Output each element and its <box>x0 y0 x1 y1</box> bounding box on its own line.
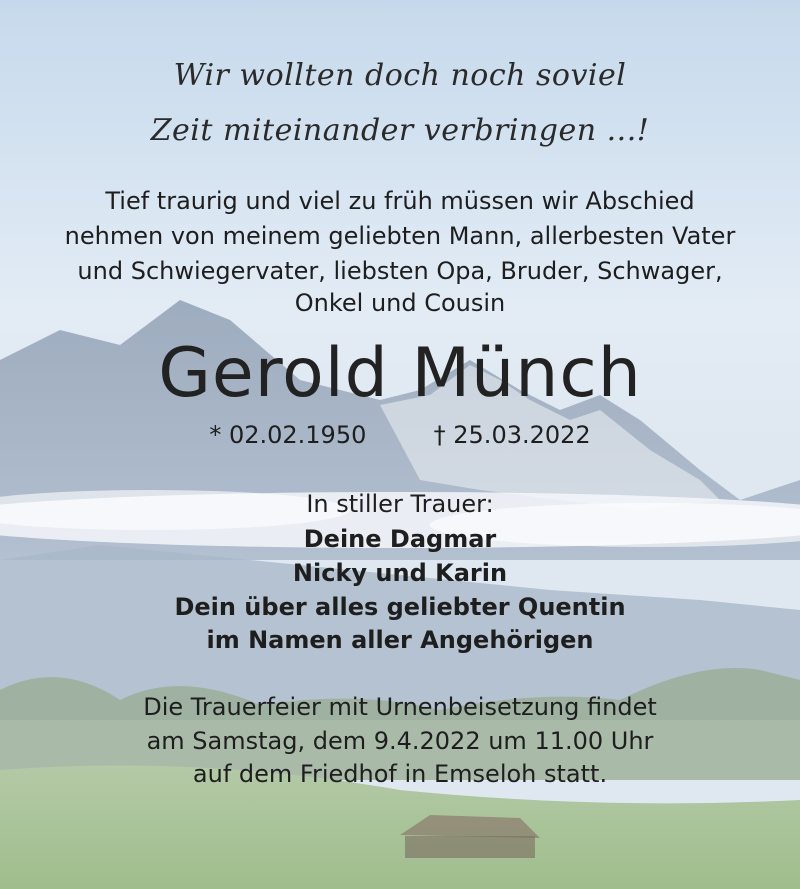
life-dates <box>0 420 800 450</box>
motto-line: Zeit miteinander verbringen ...! <box>150 113 650 148</box>
ceremony-line: auf dem Friedhof in Emseloh statt. <box>192 760 608 788</box>
ceremony-line: Die Trauerfeier mit Urnenbeisetzung findet <box>143 693 657 721</box>
mourners-heading: In stiller Trauer: <box>306 490 494 518</box>
motto-line: Wir wollten doch noch soviel <box>173 58 627 93</box>
intro-line: und Schwiegervater, liebsten Opa, Bruder, Schwager, <box>77 257 723 285</box>
birth-date: * 02.02.1950 <box>209 421 367 449</box>
intro-line: nehmen von meinem geliebten Mann, allerbesten Vater <box>64 222 736 250</box>
intro-line: Tief traurig und viel zu früh müssen wir Abschied <box>105 187 695 215</box>
mourner-line: Dein über alles geliebter Quentin <box>174 593 626 621</box>
ceremony-line: am Samstag, dem 9.4.2022 um 11.00 Uhr <box>146 727 654 755</box>
intro-line: Onkel und Cousin <box>294 289 506 317</box>
death-date: † 25.03.2022 <box>433 421 591 449</box>
mourner-line: im Namen aller Angehörigen <box>206 626 594 654</box>
deceased-name: Gerold Münch <box>158 334 642 413</box>
mourner-line: Nicky und Karin <box>292 559 508 587</box>
mourner-line: Deine Dagmar <box>303 525 497 553</box>
